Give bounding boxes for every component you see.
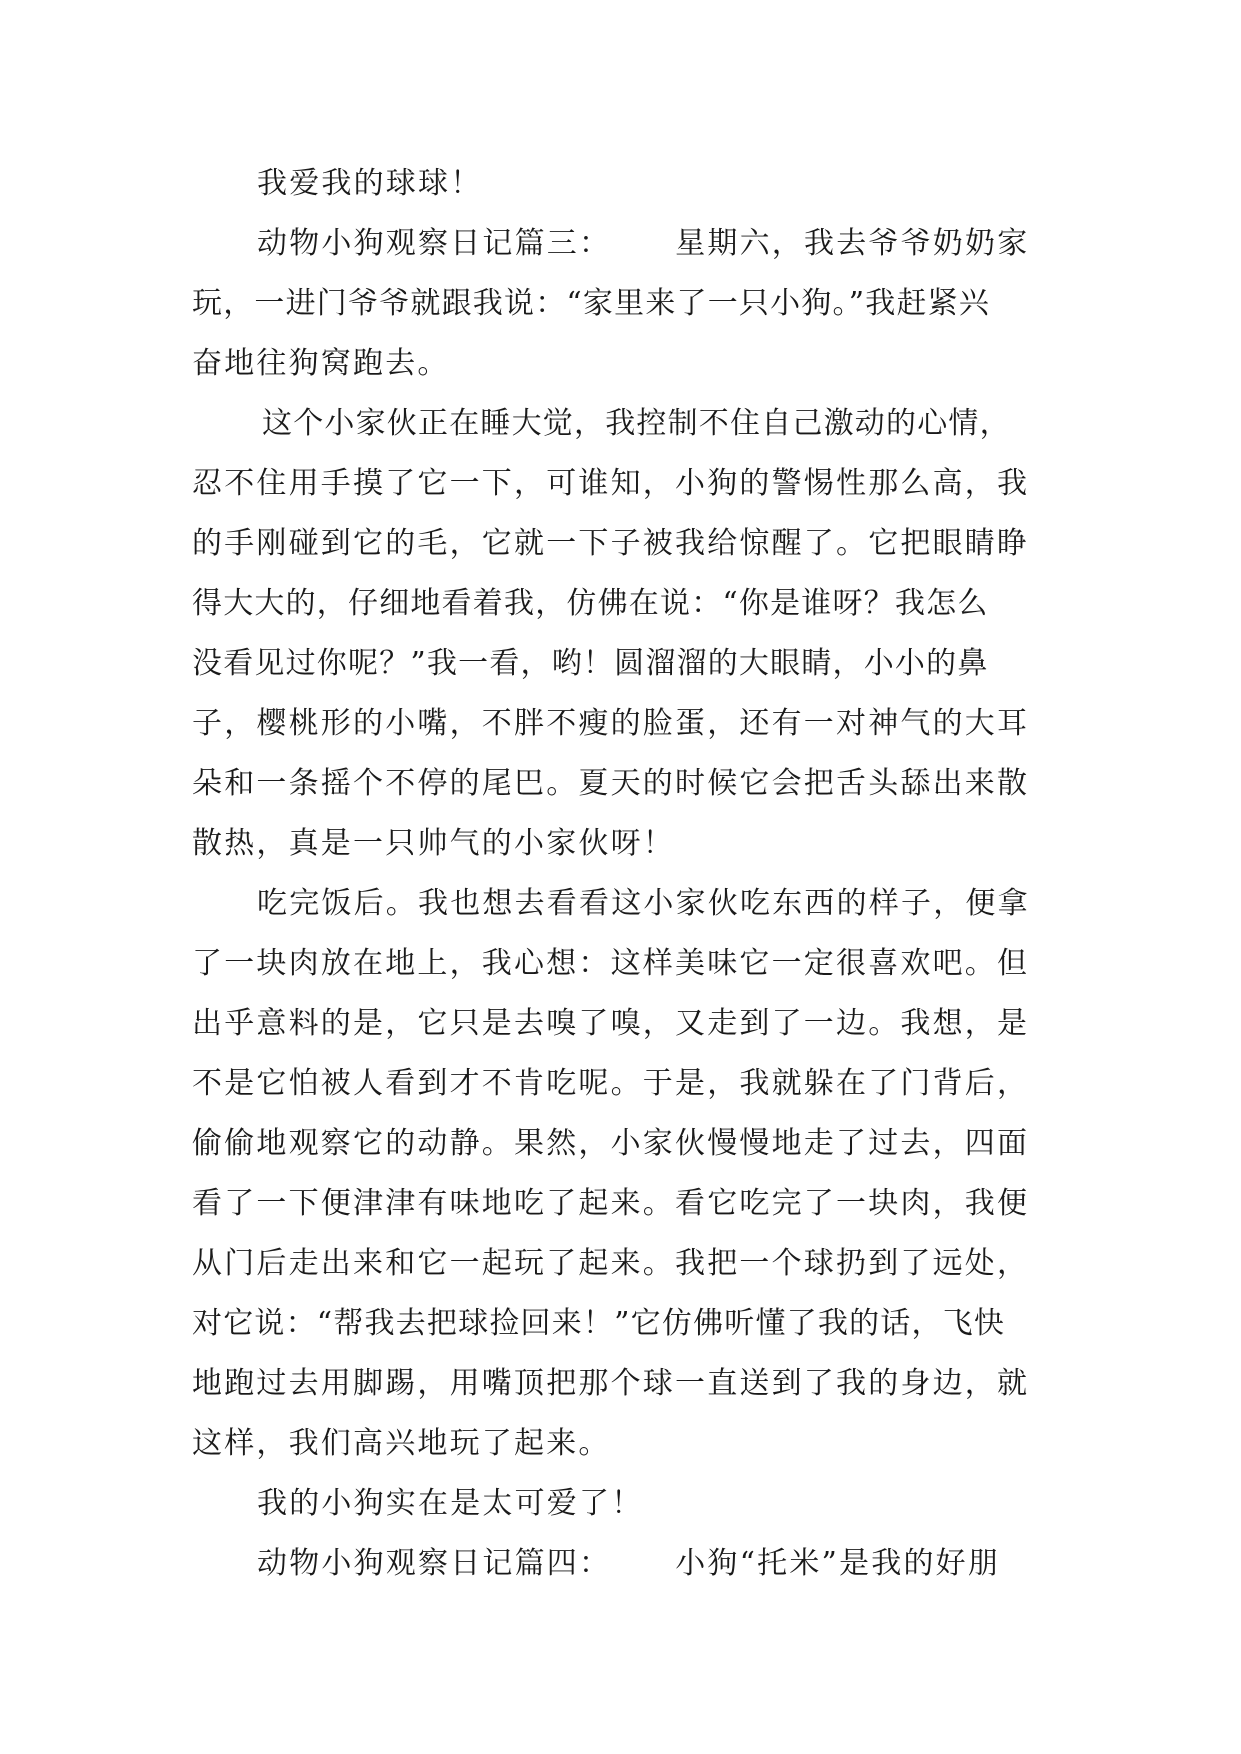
text-line: 这样，我们高兴地玩了起来。	[192, 1426, 611, 1461]
text-line: 散热，真是一只帅气的小家伙呀！	[192, 826, 675, 861]
text-line: 不是它怕被人看到才不肯吃呢。于是，我就躲在了门背后，	[192, 1066, 1030, 1101]
heading-line	[192, 214, 1052, 274]
document-body	[192, 154, 1052, 1594]
text-line: 对它说：“帮我去把球捡回来！”它仿佛听懂了我的话，飞快	[192, 1306, 1006, 1341]
text-line: 了一块肉放在地上，我心想：这样美味它一定很喜欢吧。但	[192, 946, 1030, 981]
text-line: 出乎意料的是，它只是去嗅了嗅，又走到了一边。我想，是	[192, 1006, 1030, 1041]
text-line: 子，樱桃形的小嘴，不胖不瘦的脸蛋，还有一对神气的大耳	[192, 706, 1030, 741]
text-line: 地跑过去用脚踢，用嘴顶把那个球一直送到了我的身边，就	[192, 1366, 1030, 1401]
text-line: 的手刚碰到它的毛，它就一下子被我给惊醒了。它把眼睛睁	[192, 526, 1030, 561]
text-span: 星期六，我去爷爷奶奶家	[675, 226, 1030, 261]
text-line: 奋地往狗窝跑去。	[192, 346, 450, 381]
text-line: 我爱我的球球！	[257, 166, 483, 201]
text-line: 吃完饭后。我也想去看看这小家伙吃东西的样子，便拿	[257, 886, 1030, 921]
section-heading: 动物小狗观察日记篇四：	[257, 1546, 612, 1581]
text-line: 忍不住用手摸了它一下，可谁知，小狗的警惕性那么高，我	[192, 466, 1030, 501]
text-line: 看了一下便津津有味地吃了起来。看它吃完了一块肉，我便	[192, 1186, 1030, 1221]
text-line: 没看见过你呢？”我一看，哟！圆溜溜的大眼睛，小小的鼻	[192, 646, 989, 681]
text-line: 朵和一条摇个不停的尾巴。夏天的时候它会把舌头舔出来散	[192, 766, 1030, 801]
text-line: 偷偷地观察它的动静。果然，小家伙慢慢地走了过去，四面	[192, 1126, 1030, 1161]
text-line: 我的小狗实在是太可爱了！	[257, 1486, 644, 1521]
text-line: 玩，一进门爷爷就跟我说：“家里来了一只小狗。”我赶紧兴	[192, 286, 991, 321]
text-line: 得大大的，仔细地看着我，仿佛在说：“你是谁呀？我怎么	[192, 586, 989, 621]
section-heading: 动物小狗观察日记篇三：	[257, 226, 612, 261]
text-line: 这个小家伙正在睡大觉，我控制不住自己激动的心情，	[262, 406, 1011, 441]
text-span: 小狗“托米”是我的好朋	[675, 1546, 1001, 1581]
heading-line	[192, 1534, 1052, 1594]
text-line: 从门后走出来和它一起玩了起来。我把一个球扔到了远处，	[192, 1246, 1030, 1281]
